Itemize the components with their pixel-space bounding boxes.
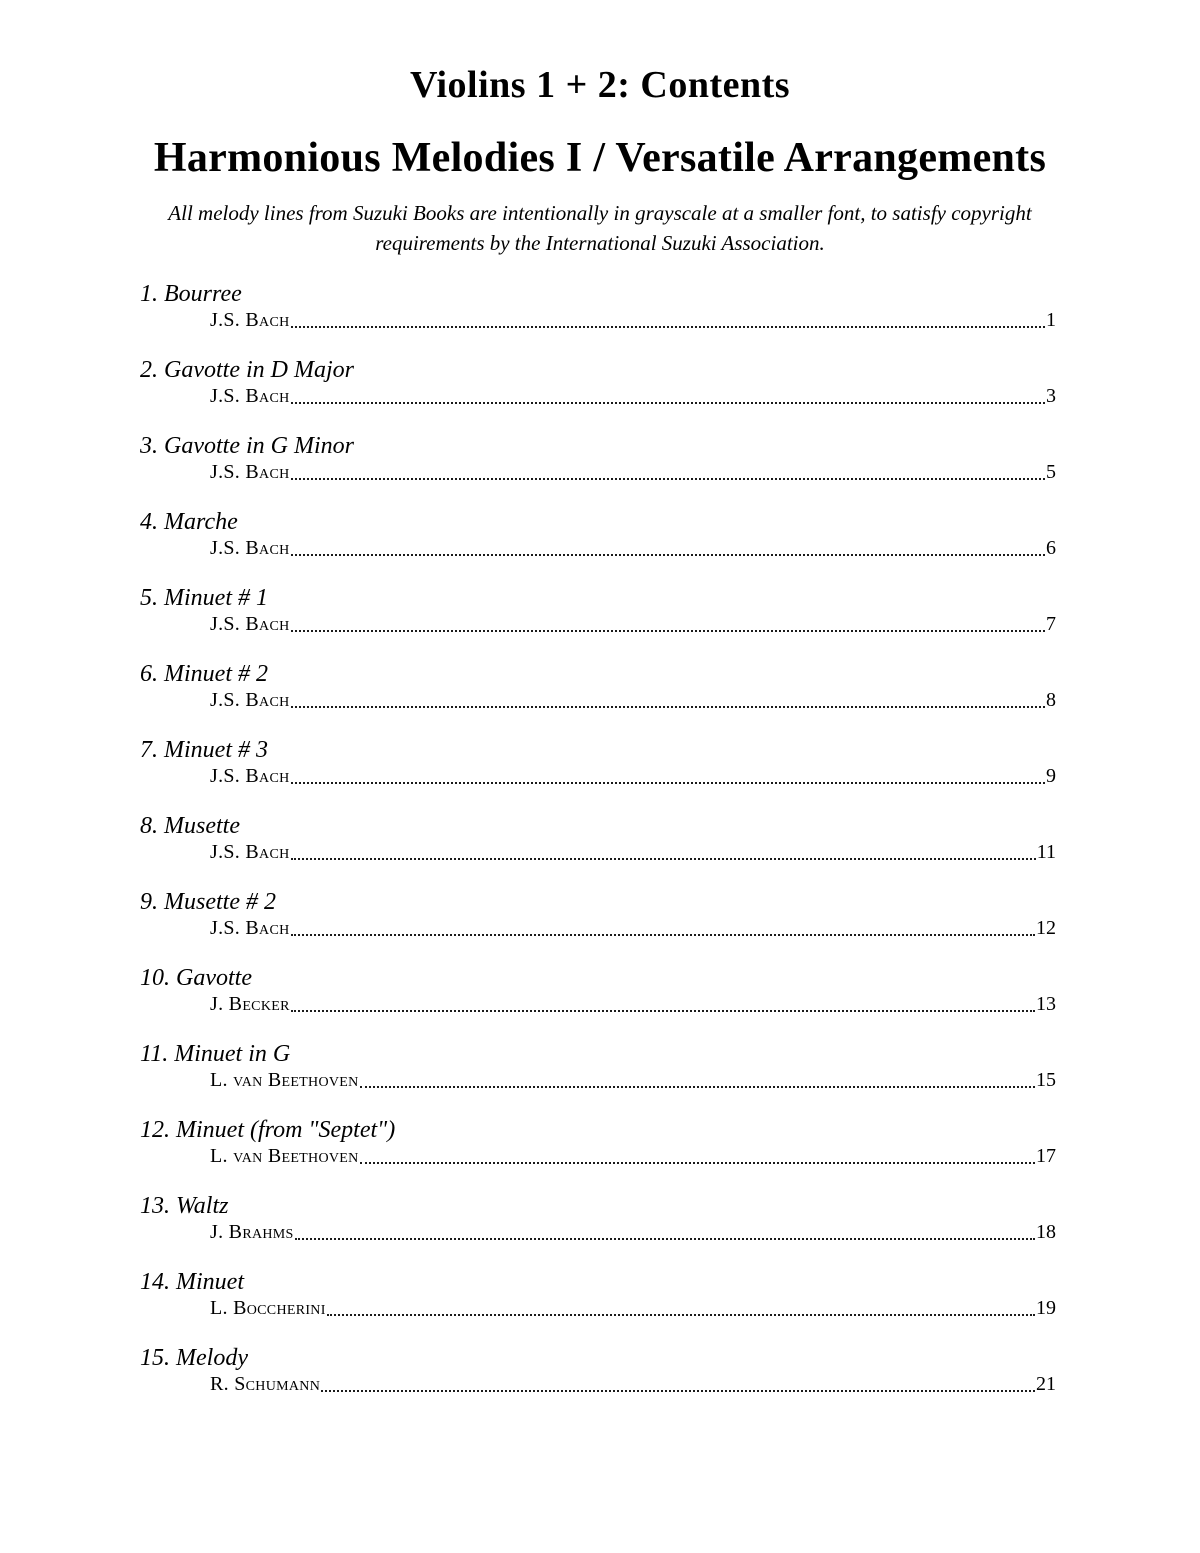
toc-entry	[140, 660, 1056, 713]
composer-label: J.S. Bach	[210, 688, 290, 711]
composer-label: J.S. Bach	[210, 536, 290, 559]
toc-entry	[140, 1268, 1056, 1321]
entry-title: 2. Gavotte in D Major	[140, 356, 354, 383]
entry-row	[210, 992, 1056, 1017]
dot-leader	[291, 402, 1045, 404]
entry-row	[210, 1068, 1056, 1093]
entry-row	[210, 1372, 1056, 1397]
composer-label: J.S. Bach	[210, 840, 290, 863]
toc-entry	[140, 1192, 1056, 1245]
entry-row	[210, 1220, 1056, 1245]
page-number: 21	[1036, 1372, 1056, 1395]
dot-leader	[291, 478, 1045, 480]
entry-title: 14. Minuet	[140, 1268, 244, 1295]
toc-entry	[140, 888, 1056, 941]
entry-title: 3. Gavotte in G Minor	[140, 432, 354, 459]
entry-title: 15. Melody	[140, 1344, 248, 1371]
entry-title: 7. Minuet # 3	[140, 736, 268, 763]
entry-row	[210, 536, 1056, 561]
composer-label: J.S. Bach	[210, 916, 290, 939]
entry-row	[210, 1296, 1056, 1321]
composer-label: J. Brahms	[210, 1220, 294, 1243]
toc-entry	[140, 356, 1056, 409]
toc-entry	[140, 1116, 1056, 1169]
entry-row	[210, 916, 1056, 941]
contents-title: Violins 1 + 2: Contents	[409, 64, 791, 106]
page-number: 9	[1046, 764, 1056, 787]
page-number: 12	[1036, 916, 1056, 939]
entry-row	[210, 308, 1056, 333]
composer-label: J.S. Bach	[210, 612, 290, 635]
entry-title: 11. Minuet in G	[140, 1040, 291, 1067]
page-number: 5	[1046, 460, 1056, 483]
dot-leader	[291, 554, 1045, 556]
composer-label: L. van Beethoven	[210, 1144, 359, 1167]
toc-entry	[140, 736, 1056, 789]
dot-leader	[291, 630, 1045, 632]
copyright-disclaimer: All melody lines from Suzuki Books are intentionally in grayscale at a smaller font, to satisfy copyright requirements by the International Suzuki Association.	[168, 200, 1032, 255]
composer-label: J.S. Bach	[210, 460, 290, 483]
page-number: 7	[1046, 612, 1056, 635]
entry-title: 12. Minuet (from "Septet")	[140, 1116, 396, 1143]
page-number: 6	[1046, 536, 1056, 559]
composer-label: J.S. Bach	[210, 764, 290, 787]
toc-entry	[140, 1040, 1056, 1093]
entry-row	[210, 612, 1056, 637]
dot-leader	[360, 1086, 1035, 1088]
page-number: 15	[1036, 1068, 1056, 1091]
entry-title: 10. Gavotte	[140, 964, 252, 991]
page-number: 13	[1036, 992, 1056, 1015]
page-number: 8	[1046, 688, 1056, 711]
toc-entry	[140, 432, 1056, 485]
composer-label: L. van Beethoven	[210, 1068, 359, 1091]
toc-list	[140, 280, 1056, 1397]
dot-leader	[291, 326, 1045, 328]
dot-leader	[291, 858, 1036, 860]
composer-label: L. Boccherini	[210, 1296, 326, 1319]
entry-title: 8. Musette	[140, 812, 240, 839]
dot-leader	[291, 934, 1035, 936]
entry-row	[210, 1144, 1056, 1169]
entry-row	[210, 840, 1056, 865]
toc-entry	[140, 280, 1056, 333]
toc-entry	[140, 812, 1056, 865]
entry-title: 1. Bourree	[140, 280, 242, 307]
book-title: Harmonious Melodies I / Versatile Arrangements	[153, 134, 1047, 181]
toc-entry	[140, 964, 1056, 1017]
dot-leader	[291, 782, 1045, 784]
composer-label: J. Becker	[210, 992, 290, 1015]
entry-title: 4. Marche	[140, 508, 238, 535]
page-number: 11	[1036, 840, 1056, 863]
dot-leader	[295, 1238, 1035, 1240]
entry-row	[210, 688, 1056, 713]
composer-label: R. Schumann	[210, 1372, 321, 1395]
dot-leader	[291, 1010, 1035, 1012]
entry-row	[210, 764, 1056, 789]
entry-row	[210, 384, 1056, 409]
page-number: 18	[1036, 1220, 1056, 1243]
page-number: 17	[1036, 1144, 1056, 1167]
dot-leader	[360, 1162, 1035, 1164]
page-number: 19	[1036, 1296, 1056, 1319]
composer-label: J.S. Bach	[210, 308, 290, 331]
dot-leader	[327, 1314, 1035, 1316]
entry-title: 6. Minuet # 2	[140, 660, 268, 687]
page-number: 3	[1046, 384, 1056, 407]
toc-entry	[140, 508, 1056, 561]
page-number: 1	[1046, 308, 1056, 331]
entry-title: 5. Minuet # 1	[140, 584, 268, 611]
composer-label: J.S. Bach	[210, 384, 290, 407]
dot-leader	[321, 1390, 1035, 1392]
toc-entry	[140, 1344, 1056, 1397]
toc-entry	[140, 584, 1056, 637]
entry-title: 9. Musette # 2	[140, 888, 276, 915]
entry-title: 13. Waltz	[140, 1192, 229, 1219]
entry-row	[210, 460, 1056, 485]
dot-leader	[291, 706, 1045, 708]
